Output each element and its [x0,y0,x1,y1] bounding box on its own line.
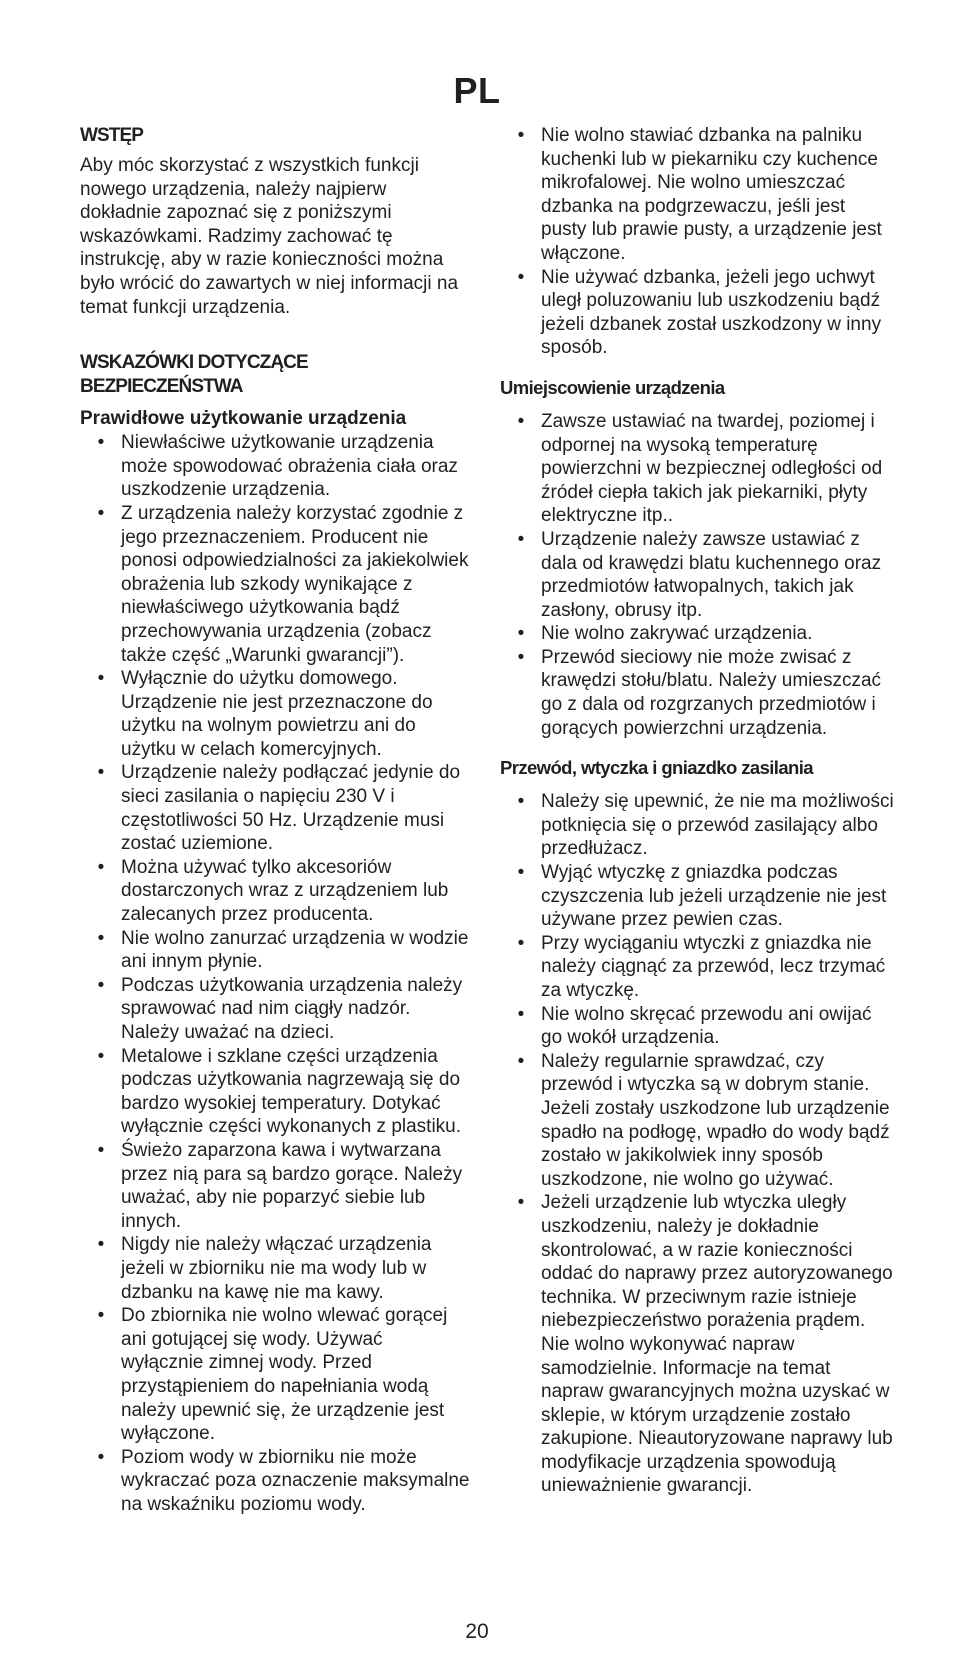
bullet-icon: • [97,432,105,454]
list-item [500,1003,895,1050]
bullet-icon: • [97,974,105,996]
bullet-icon: • [97,762,105,784]
bullet-icon: • [517,791,525,813]
list-item-text: Świeżo zaparzona kawa i wytwarzana przez nią para są bardzo gorące. Należy uważać, aby nie poparzyć siebie lub innych. [121,1139,463,1232]
list-item [80,431,470,502]
list-item [80,502,470,667]
list-item [500,622,895,646]
list-item-text: Poziom wody w zbiorniku nie może wykraczać poza oznaczenie maksymalne na wskaźniku poziomu wody. [121,1446,470,1515]
bullet-icon: • [97,927,105,949]
left-column [80,124,470,1516]
list-item-text: Niewłaściwe użytkowanie urządzenia może spowodować obrażenia ciała oraz uszkodzenie urządzenia. [121,432,458,501]
intro-title: WSTĘP [80,125,144,146]
bullet-icon: • [517,932,525,954]
bullet-icon: • [517,125,525,146]
list-item [500,1191,895,1498]
bullet-icon: • [97,1045,105,1067]
placement-list [500,410,895,740]
list-item [500,528,895,622]
list-item-text: Nigdy nie należy włączać urządzenia jeżeli w zbiorniku nie ma wody lub w dzbanku na kawę nie ma kawy. [121,1234,432,1303]
list-item [80,761,470,855]
list-item-text: Urządzenie należy zawsze ustawiać z dala od krawędzi blatu kuchennego oraz przedmiotów łatwopalnych, takich jak zasłony, obrusy itp. [541,528,882,621]
list-item [80,927,470,974]
list-item [500,790,895,861]
list-item-text: Należy się upewnić, że nie ma możliwości potknięcia się o przewód zasilający albo przedłużacz. [541,791,894,860]
list-item-text: Jeżeli urządzenie lub wtyczka uległy uszkodzeniu, należy je dokładnie skontrolować, a w razie konieczności oddać do naprawy przez autoryzowanego technika. W przeciwnym razie istnieje niebezpieczeństwo porażenia prądem. Nie wolno wykonywać napraw samodzielnie. Informacje na temat napraw gwarancyjnych można uzyskać w sklepie, w którym urządzenie zostało zakupione. Nieautoryzowane naprawy lub modyfikacje urządzenia spowodują unieważnienie gwarancji. [541,1192,893,1497]
list-item-text: Nie wolno stawiać dzbanka na palniku kuchenki lub w piekarniku czy kuchence mikrofalowej. Nie wolno umieszczać dzbanka na podgrzewaczu, jeśli jest pusty lub prawie pusty, a urządzenie jest włączone. [541,125,882,264]
list-item-text: Nie wolno skręcać przewodu ani owijać go wokół urządzenia. [541,1003,872,1049]
list-item-text: Wyłącznie do użytku domowego. Urządzenie nie jest przeznaczone do użytku na wolnym powietrzu ani do użytku w celach komercyjnych. [121,668,433,760]
list-item [500,932,895,1003]
list-item-text: Metalowe i szklane części urządzenia podczas użytkowania nagrzewają się do bardzo wysokiej temperatury. Dotykać wyłącznie części wykonanych z plastiku. [121,1045,462,1138]
list-item [80,1045,470,1139]
list-item [500,410,895,528]
list-item [80,1139,470,1233]
bullet-icon: • [517,862,525,884]
power-title: Przewód, wtyczka i gniazdko zasilania [500,757,813,779]
list-item-text: Z urządzenia należy korzystać zgodnie z jego przeznaczeniem. Producent nie ponosi odpowiedzialności za jakiekolwiek obrażenia lub szkody wynikające z niewłaściwego użytkowania bądź przechowywania urządzenia (zobacz także część „Warunki gwarancji”). [121,502,469,666]
list-item [500,266,895,360]
list-item [80,974,470,1045]
list-item-text: Nie wolno zanurzać urządzenia w wodzie ani innym płynie. [121,927,469,973]
list-item [80,667,470,761]
bullet-icon: • [517,528,525,550]
placement-title: Umiejscowienie urządzenia [500,376,725,398]
list-item [500,861,895,932]
usage-list [80,431,470,1516]
list-item [500,124,895,266]
list-item [500,646,895,740]
bullet-icon: • [517,266,525,288]
page-number: 20 [465,1620,489,1643]
list-item-text: Nie używać dzbanka, jeżeli jego uchwyt uległ poluzowaniu lub uszkodzeniu bądź jeżeli dzbanek został uszkodzony w inny sposób. [541,266,882,359]
list-item [500,1050,895,1192]
intro-text: Aby móc skorzystać z wszystkich funkcji nowego urządzenia, należy najpierw dokładnie zapoznać się z poniższymi wskazówkami. Radzimy zachować tę instrukcję, aby w razie konieczności można było wrócić do zawartych w niej informacji na temat funkcji urządzenia. [80,155,459,318]
language-heading: PL [453,70,501,111]
bullet-icon: • [517,623,525,645]
list-item-text: Przy wyciąganiu wtyczki z gniazdka nie należy ciągnąć za przewód, lecz trzymać za wtyczkę. [541,932,886,1001]
bullet-icon: • [97,856,105,878]
right-column [500,124,895,1498]
list-item [80,856,470,927]
bullet-icon: • [517,410,525,432]
list-item-text: Zawsze ustawiać na twardej, poziomej i odpornej na wysoką temperaturę powierzchni w bezpiecznej odległości od źródeł ciepła takich jak piekarniki, płyty elektryczne itp.. [541,410,883,527]
list-item [80,1233,470,1304]
list-item-text: Podczas użytkowania urządzenia należy sprawować nad nim ciągły nadzór. Należy uważać na dzieci. [121,974,463,1043]
jug-list [500,124,895,360]
list-item-text: Można używać tylko akcesoriów dostarczonych wraz z urządzeniem lub zalecanych przez producenta. [121,856,449,926]
bullet-icon: • [517,1050,525,1072]
bullet-icon: • [97,668,105,690]
safety-title: WSKAZÓWKI DOTYCZĄCE BEZPIECZEŃSTWA [80,352,308,398]
list-item-text: Wyjąć wtyczkę z gniazdka podczas czyszczenia lub jeżeli urządzenie nie jest używane przez pewien czas. [541,862,887,931]
bullet-icon: • [517,1192,525,1214]
bullet-icon: • [517,646,525,668]
bullet-icon: • [97,502,105,524]
list-item-text: Należy regularnie sprawdzać, czy przewód i wtyczka są w dobrym stanie. Jeżeli zostały uszkodzone lub urządzenie spadło na podłogę, wpadło do wody bądź zostało w jakikolwiek inny sposób uszkodzone, nie wolno go używać. [541,1050,890,1190]
list-item [80,1304,470,1446]
bullet-icon: • [97,1139,105,1161]
list-item-text: Do zbiornika nie wolno wlewać gorącej ani gotującej się wody. Używać wyłącznie zimnej wody. Przed przystąpieniem do napełniania wodą należy upewnić się, że urządzenie jest wyłączone. [121,1305,448,1445]
usage-title: Prawidłowe użytkowanie urządzenia [80,408,407,430]
list-item-text: Nie wolno zakrywać urządzenia. [541,623,813,645]
list-item [80,1446,470,1517]
power-list [500,790,895,1498]
list-item-text: Przewód sieciowy nie może zwisać z krawędzi stołu/blatu. Należy umieszczać go z dala od rozgrzanych przedmiotów i gorących powierzchni urządzenia. [541,646,882,739]
bullet-icon: • [97,1234,105,1256]
bullet-icon: • [517,1003,525,1025]
list-item-text: Urządzenie należy podłączać jedynie do sieci zasilania o napięciu 230 V i częstotliwości 50 Hz. Urządzenie musi zostać uziemione. [121,762,461,855]
bullet-icon: • [97,1305,105,1327]
bullet-icon: • [97,1446,105,1468]
